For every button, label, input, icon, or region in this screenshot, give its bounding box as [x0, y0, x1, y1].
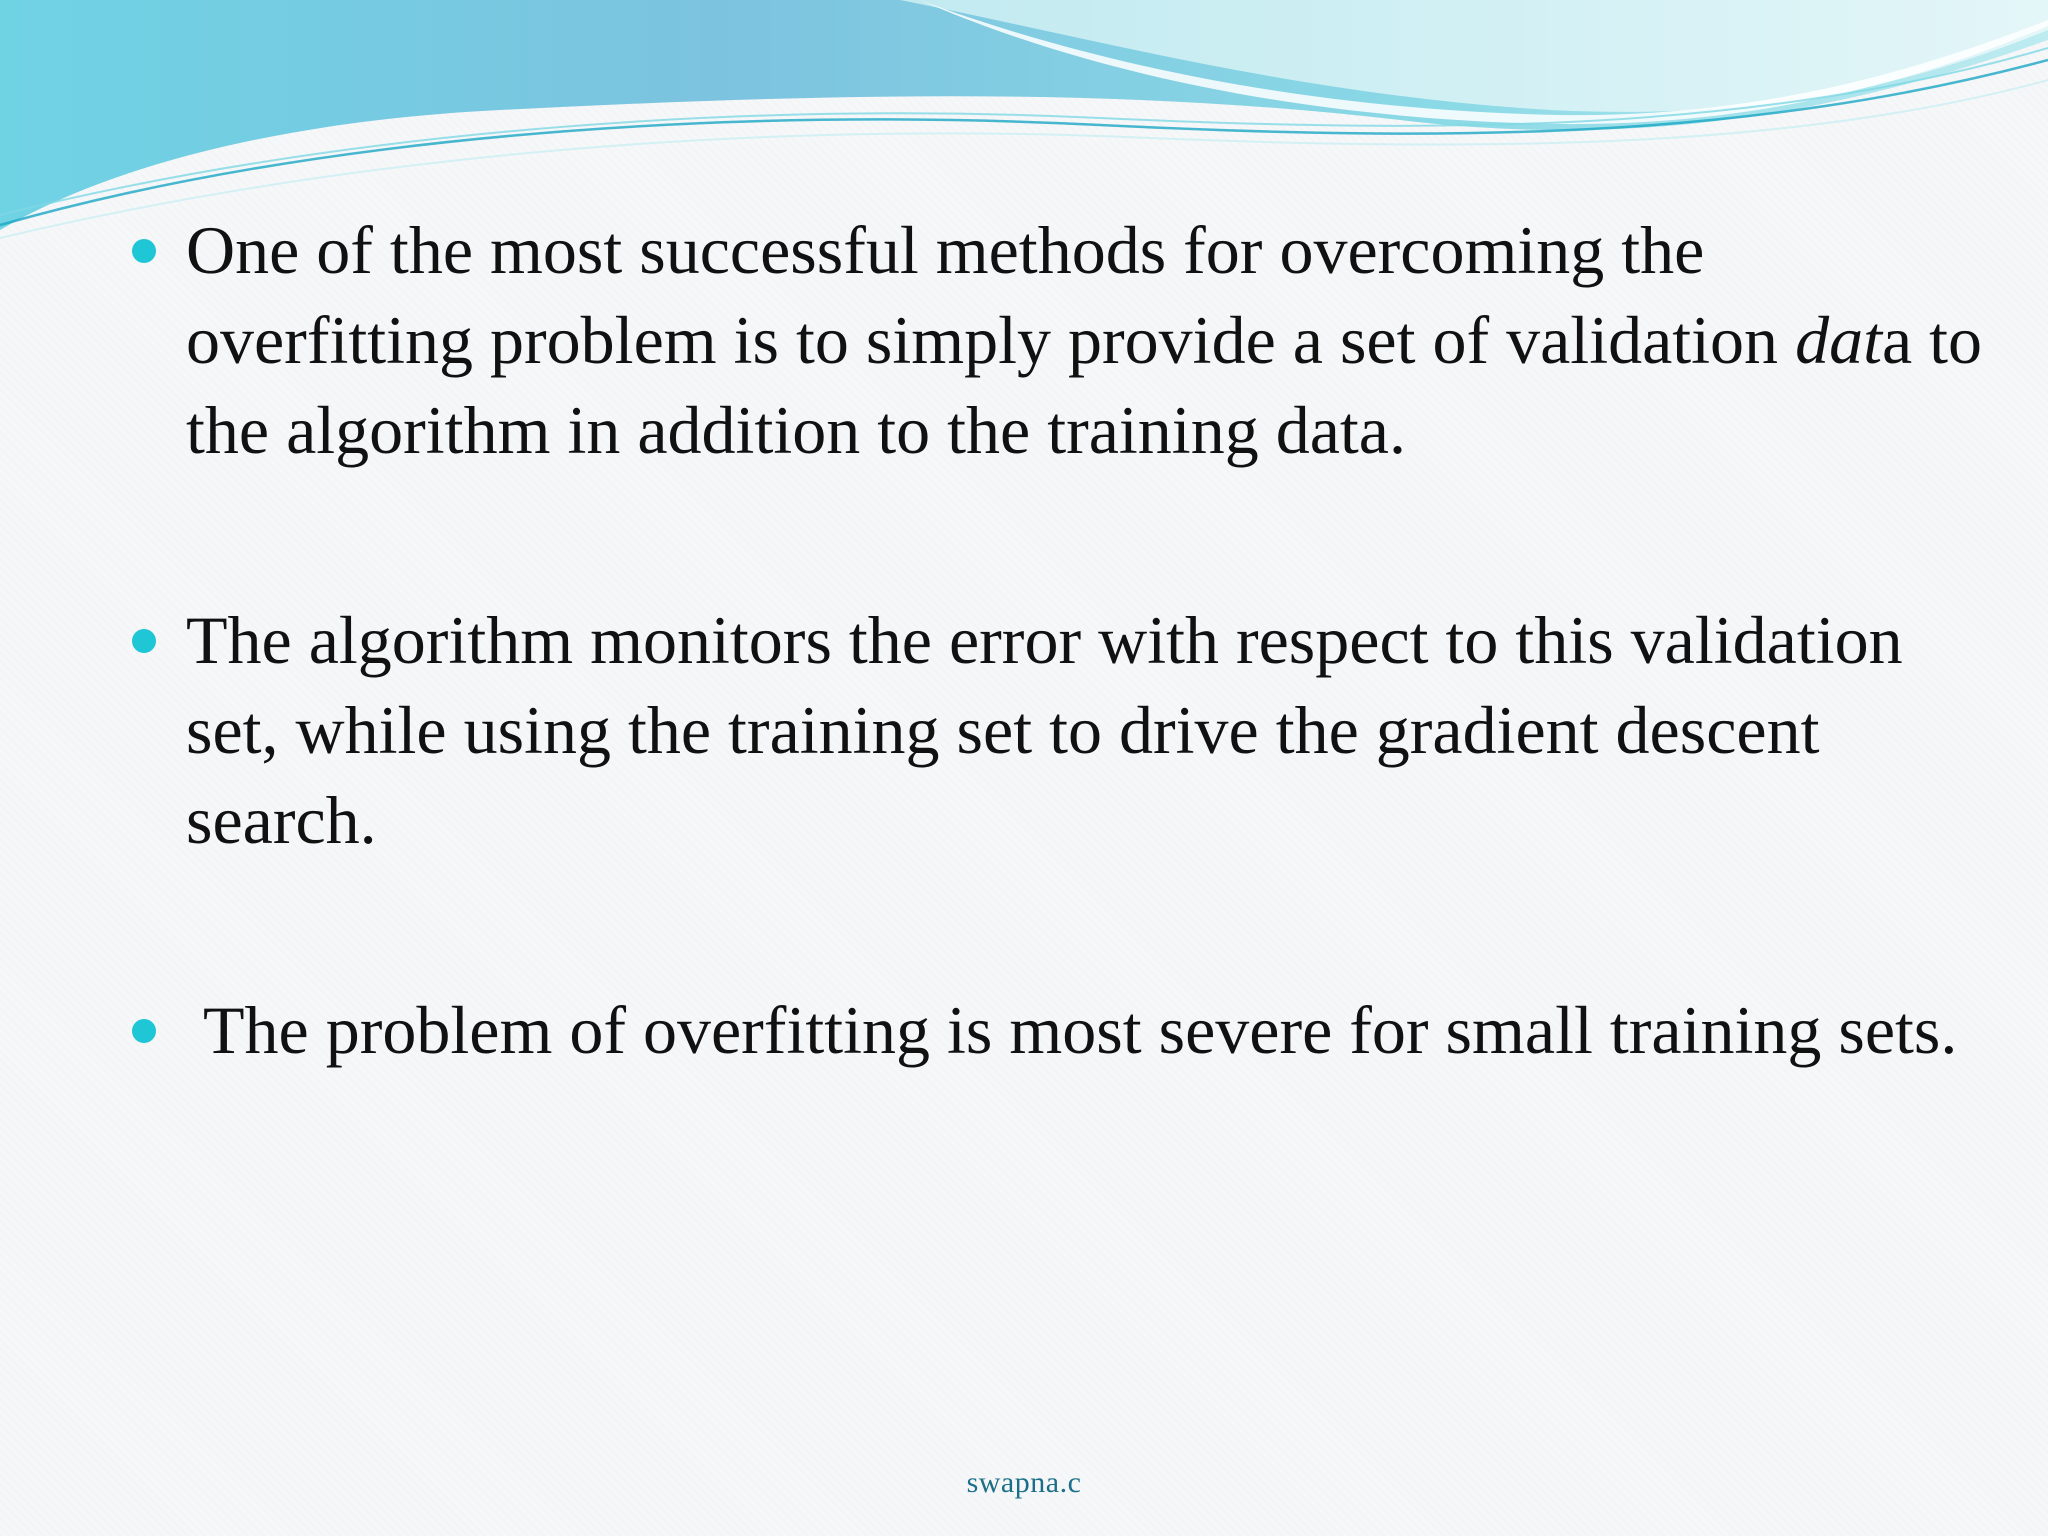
bullet-text-part: a to the algorithm in addition to the training data. — [186, 302, 1983, 468]
bullet-text: The problem of overfitting is most severe for small training sets. — [186, 992, 1958, 1068]
footer-author: swapna.c — [966, 1466, 1082, 1499]
bullet-text: The algorithm monitors the error with respect to this validation set, while using the training set to drive the gradient descent search. — [186, 602, 1903, 858]
bullet-text — [186, 205, 2008, 475]
header-wave-decoration — [0, 0, 2048, 240]
bullet-text-italic-part: dat — [1795, 302, 1882, 378]
bullet-dot-icon — [132, 239, 156, 263]
bullet-text-part: One of the most successful methods for overcoming the overfitting problem is to simply provide a set of validation — [186, 212, 1796, 378]
bullet-dot-icon — [132, 629, 156, 653]
bullet-item-small-training-sets — [128, 985, 2008, 1075]
bullet-item-validation-data — [128, 205, 2008, 475]
bullet-dot-icon — [132, 1019, 156, 1043]
bullet-list — [128, 205, 2008, 1075]
bullet-item-monitor-error — [128, 595, 2008, 865]
